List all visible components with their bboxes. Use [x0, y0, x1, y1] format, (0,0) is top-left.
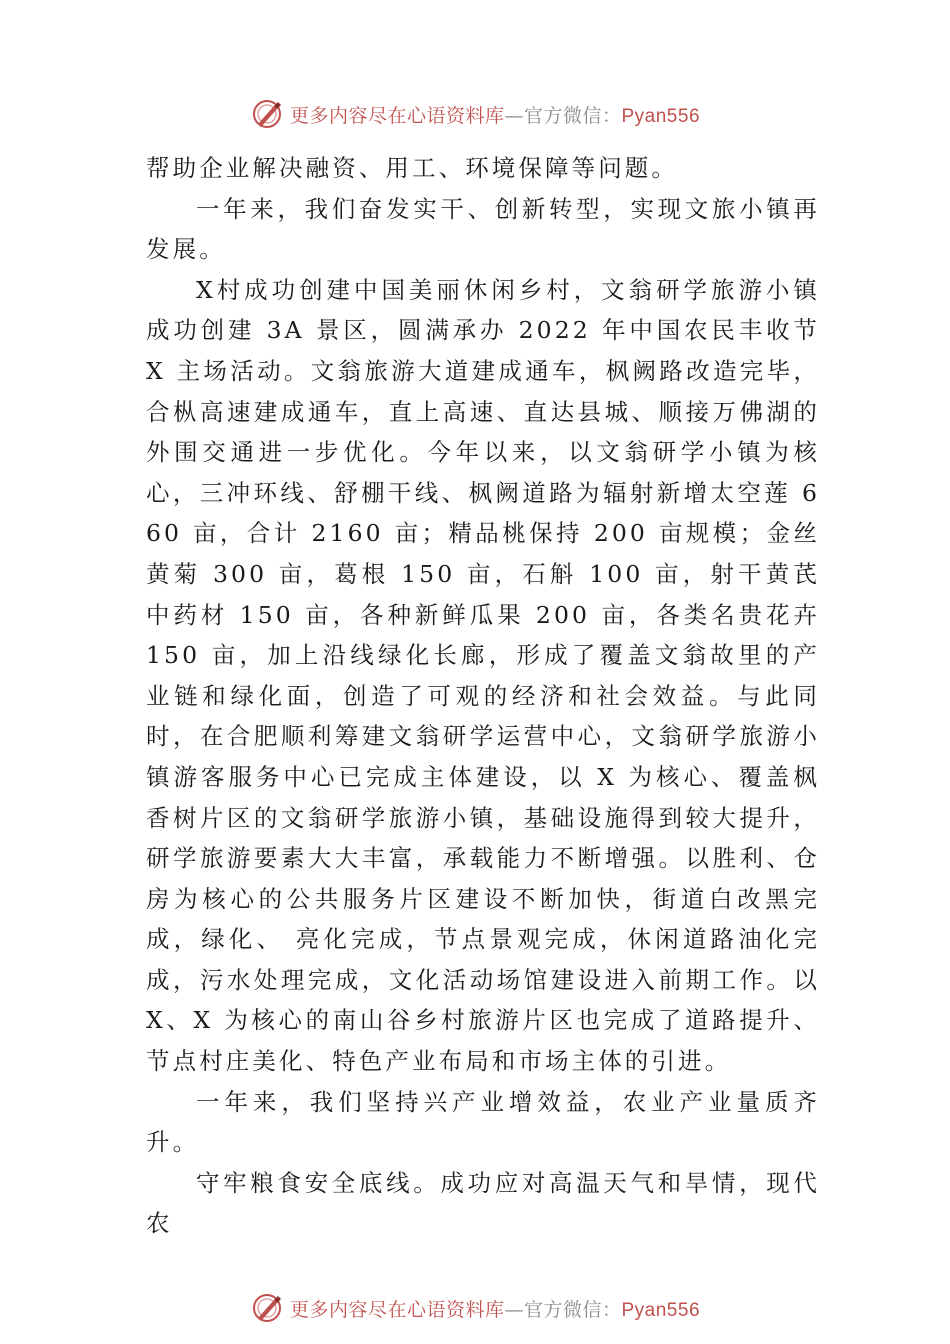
pen-logo-icon [250, 1291, 284, 1325]
paragraph-3: X村成功创建中国美丽休闲乡村，文翁研学旅游小镇成功创建 3A 景区，圆满承办 2022 年中国农民丰收节 X 主场活动。文翁旅游大道建成通车，枫阙路改造完毕，合枞高速建成通车，直上高速、直达县城、顺接万佛湖的外围交通进一步优化。今年以来，以文翁研学小镇为核心，三冲环线、舒棚干线、枫阙道路为辐射新增太空莲 660 亩，合计 2160 亩；精品桃保持 200 亩规模；金丝黄菊 300 亩，葛根 150 亩，石斛 100 亩，射干黄芪中药材 150 亩，各种新鲜瓜果 200 亩，各类名贵花卉 150 亩，加上沿线绿化长廊，形成了覆盖文翁故里的产业链和绿化面，创造了可观的经济和社会效益。与此同时，在合肥顺利筹建文翁研学运营中心，文翁研学旅游小镇游客服务中心已完成主体建设，以 X 为核心、覆盖枫香树片区的文翁研学旅游小镇，基础设施得到较大提升，研学旅游要素大大丰富，承载能力不断增强。以胜利、仓房为核心的公共服务片区建设不断加快，街道白改黑完成，绿化、 亮化完成，节点景观完成，休闲道路油化完成，污水处理完成，文化活动场馆建设进入前期工作。以 X、X 为核心的南山谷乡村旅游片区也完成了道路提升、节点村庄美化、特色产业布局和市场主体的引进。 [146, 275, 820, 1076]
footer-banner-dash: — [504, 1298, 524, 1321]
footer-banner-label: 官方微信： [523, 1298, 622, 1321]
paragraph-4: 一年来，我们坚持兴产业增效益，农业产业量质齐升。 [146, 1087, 820, 1157]
footer-banner [0, 1290, 950, 1326]
header-banner-label: 官方微信： [523, 104, 622, 127]
paragraph-1: 帮助企业解决融资、用工、环境保障等问题。 [146, 154, 678, 182]
header-banner-dash: — [504, 104, 524, 127]
header-banner [0, 96, 950, 132]
header-banner-main: 更多内容尽在心语资料库 [289, 104, 505, 127]
paragraph-2: 一年来，我们奋发实干、创新转型，实现文旅小镇再发展。 [146, 194, 820, 264]
document-body [146, 148, 820, 1244]
paragraph-5: 守牢粮食安全底线。成功应对高温天气和旱情，现代农 [146, 1168, 820, 1238]
pen-logo-icon [250, 97, 284, 131]
header-banner-id: Pyan556 [621, 105, 701, 127]
footer-banner-id: Pyan556 [621, 1299, 701, 1321]
footer-banner-text [290, 1295, 700, 1322]
header-banner-text [290, 101, 700, 128]
footer-banner-main: 更多内容尽在心语资料库 [289, 1298, 505, 1321]
